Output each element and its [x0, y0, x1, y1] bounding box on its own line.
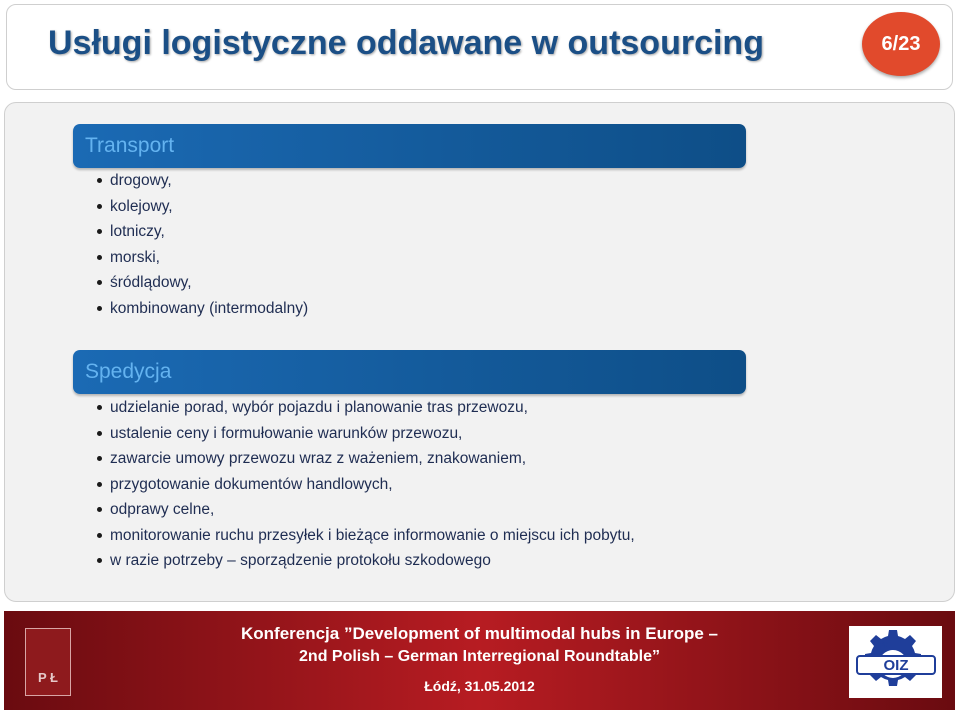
slide-title: Usługi logistyczne oddawane w outsourcing [48, 24, 764, 62]
list-item: odprawy celne, [96, 497, 635, 523]
list-item: udzielanie porad, wybór pojazdu i planowanie tras przewozu, [96, 395, 635, 421]
list-item: śródlądowy, [96, 270, 308, 296]
footer-banner [4, 611, 955, 710]
section-header-transport [73, 124, 746, 168]
list-item: ustalenie ceny i formułowanie warunków przewozu, [96, 421, 635, 447]
list-item: kolejowy, [96, 194, 308, 220]
list-item: lotniczy, [96, 219, 308, 245]
list-item: morski, [96, 245, 308, 271]
list-item: kombinowany (intermodalny) [96, 296, 308, 322]
section-header-spedycja [73, 350, 746, 394]
oiz-logo-top-text: PŁ [878, 640, 890, 650]
list-item: monitorowanie ruchu przesyłek i bieżące informowanie o miejscu ich pobytu, [96, 523, 635, 549]
page-number-badge [862, 12, 940, 76]
oiz-logo-text: OIZ [883, 657, 909, 674]
footer-date: Łódź, 31.05.2012 [424, 678, 535, 694]
gear-icon [849, 626, 942, 698]
footer-conference-line2: 2nd Polish – German Interregional Roundtable” [299, 648, 660, 665]
list-item: przygotowanie dokumentów handlowych, [96, 472, 635, 498]
list-item: zawarcie umowy przewozu wraz z ważeniem, znakowaniem, [96, 446, 635, 472]
university-logo-text: P Ł [38, 670, 58, 685]
footer-conference-line1: Konferencja ”Development of multimodal hubs in Europe – [240, 624, 718, 643]
section-title-spedycja: Spedycja [85, 360, 172, 383]
oiz-logo [849, 626, 942, 698]
page-number: 6/23 [881, 32, 921, 55]
section-title-transport: Transport [85, 134, 175, 157]
spedycja-list [96, 395, 635, 574]
list-item: w razie potrzeby – sporządzenie protokołu szkodowego [96, 548, 635, 574]
transport-list [96, 168, 308, 321]
list-item: drogowy, [96, 168, 308, 194]
